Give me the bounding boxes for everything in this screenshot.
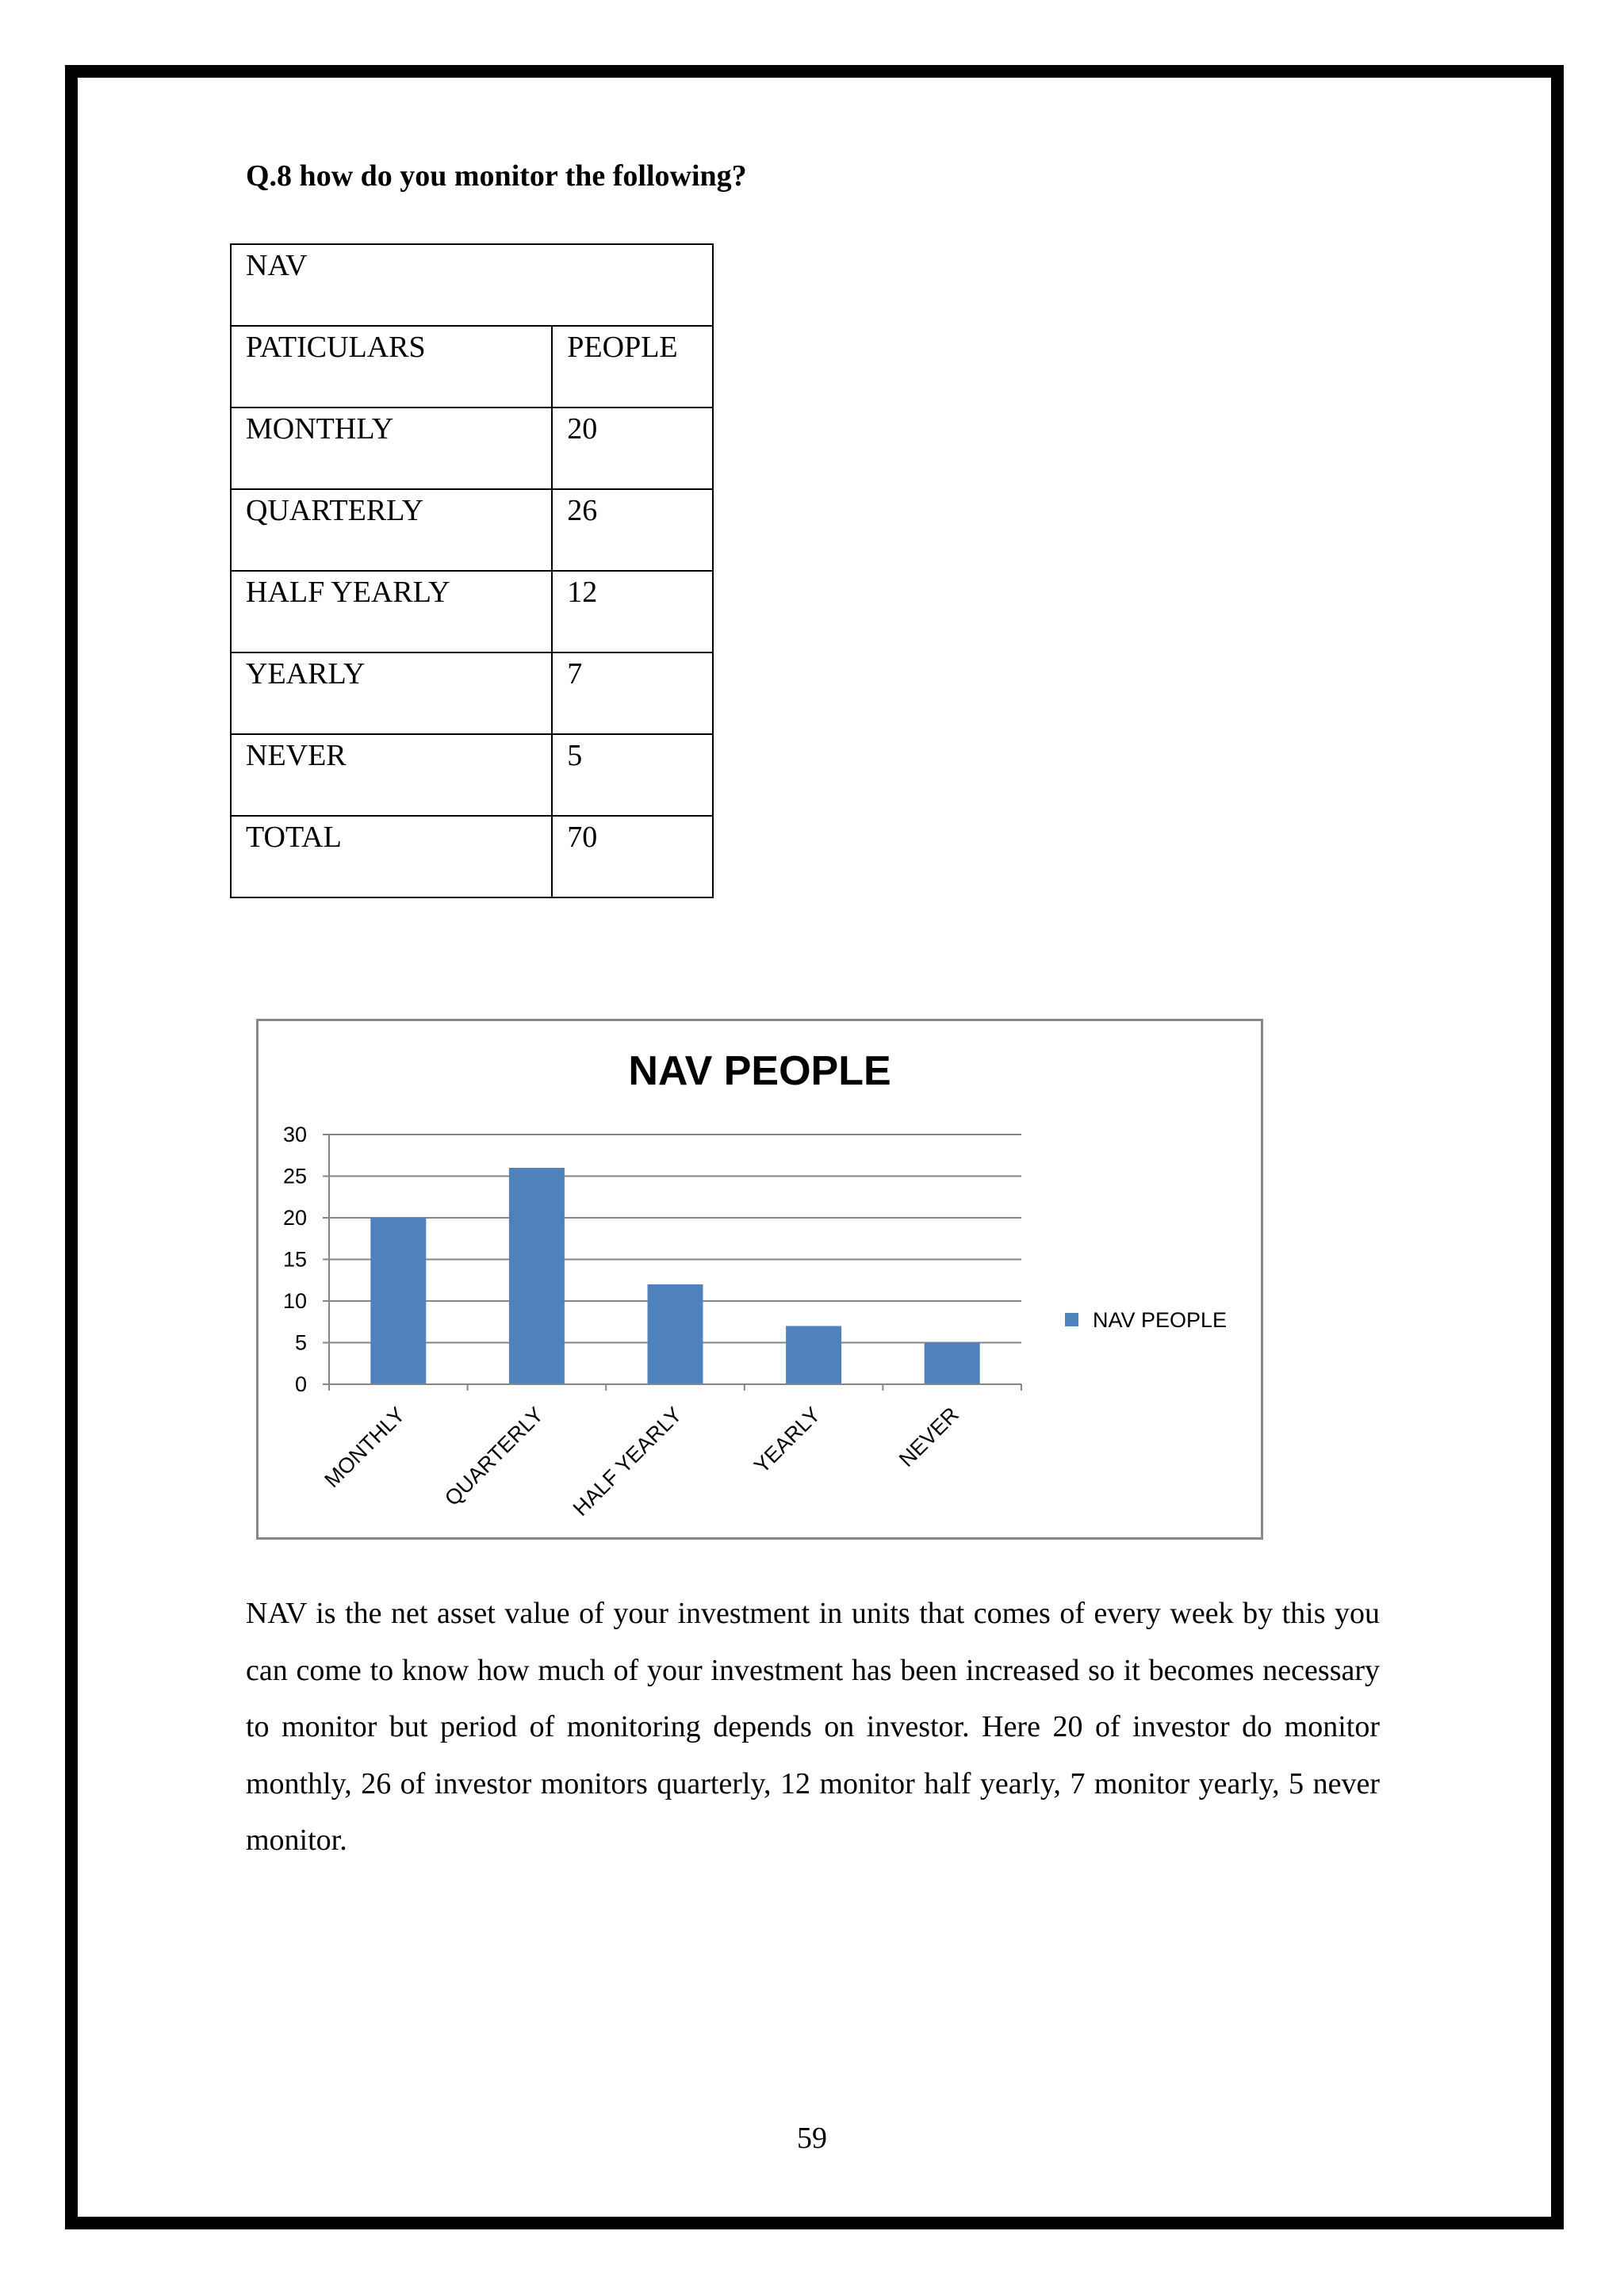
bar-quarterly	[509, 1168, 565, 1384]
bar-half-yearly	[648, 1284, 703, 1384]
table-row	[231, 489, 713, 571]
table-cell-count: 12	[552, 571, 713, 652]
table-cell-total-label: TOTAL	[231, 816, 552, 897]
body-paragraph: NAV is the net asset value of your investment in units that comes of every week by this you can come to know how much of your investment has been increased so it becomes necessary to monitor but period of monitoring depends on investor. Here 20 of investor do monitor monthly, 26 of investor monitors quarterly, 12 monitor half yearly, 7 monitor yearly, 5 never monitor.	[246, 1597, 1380, 1857]
table-cell-count: 26	[552, 489, 713, 571]
x-tick-label: NEVER	[894, 1402, 963, 1472]
table-row-total	[231, 816, 713, 897]
table-title: NAV	[231, 244, 713, 326]
question-heading: Q.8 how do you monitor the following?	[246, 159, 747, 193]
table-cell-period: QUARTERLY	[231, 489, 552, 571]
table-cell-period: YEARLY	[231, 652, 552, 734]
table-cell-period: NEVER	[231, 734, 552, 816]
table-header-row	[231, 326, 713, 408]
table-cell-count: 5	[552, 734, 713, 816]
table-cell-count: 7	[552, 652, 713, 734]
x-tick-label: HALF YEARLY	[568, 1402, 687, 1521]
nav-people-chart	[256, 1019, 1263, 1540]
bar-yearly	[786, 1326, 841, 1385]
legend-swatch	[1065, 1313, 1078, 1326]
bar-never	[925, 1343, 980, 1385]
legend-label: NAV PEOPLE	[1093, 1308, 1228, 1332]
y-tick-label: 0	[294, 1372, 307, 1396]
table-title-row	[231, 244, 713, 326]
table-row	[231, 652, 713, 734]
y-tick-label: 15	[282, 1247, 307, 1272]
chart-title: NAV PEOPLE	[628, 1048, 891, 1094]
x-tick-label: YEARLY	[749, 1402, 825, 1479]
x-tick-label: QUARTERLY	[439, 1402, 549, 1511]
table-row	[231, 571, 713, 652]
y-tick-label: 10	[282, 1289, 307, 1313]
y-tick-label: 30	[282, 1123, 307, 1146]
table-row	[231, 408, 713, 489]
y-tick-label: 20	[282, 1206, 307, 1230]
y-tick-label: 25	[282, 1164, 307, 1188]
table-cell-total-value: 70	[552, 816, 713, 897]
y-tick-label: 5	[294, 1330, 307, 1355]
table-cell-period: MONTHLY	[231, 408, 552, 489]
page-number: 59	[797, 2122, 827, 2155]
table-header-particulars: PATICULARS	[231, 326, 552, 408]
chart-svg	[259, 1021, 1261, 1537]
nav-table	[230, 243, 714, 898]
table-row	[231, 734, 713, 816]
x-tick-label: MONTHLY	[320, 1402, 410, 1493]
bar-monthly	[370, 1218, 426, 1384]
table-cell-period: HALF YEARLY	[231, 571, 552, 652]
table-header-people: PEOPLE	[552, 326, 713, 408]
table-cell-count: 20	[552, 408, 713, 489]
